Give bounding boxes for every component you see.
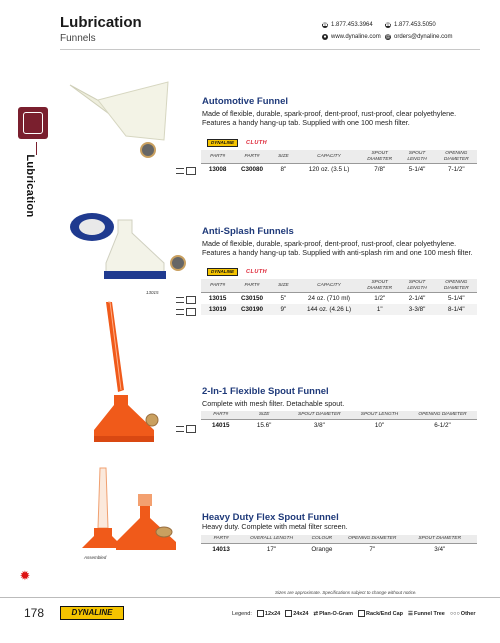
- section-description: Made of flexible, durable, spark-proof, dent-proof, rust-proof, clear polyethylene. Features a handy hang-up tab. Supplied with anti-splash rim and one 100 mesh filter.: [202, 239, 473, 257]
- spec-table: PART# PART# SIZE CAPACITY SPOUT DIAMETER SPOUT LENGTH OPENING DIAMETER 13008 C30080 8" 120 oz. (3.5 L) 7/8" 5-1/4" 7-1/2": [201, 150, 477, 175]
- planogram-icon: ⇄: [313, 610, 319, 617]
- footer-note: Sizes are approximate. Specifications subject to change without notice.: [275, 590, 417, 595]
- legend-label: Legend:: [232, 610, 252, 617]
- legend-item: ○○○ Other: [449, 610, 476, 617]
- phone-contact-2[interactable]: ☎ 1.877.453.5050: [385, 22, 436, 28]
- spec-table: PART# SIZE SPOUT DIAMETER SPOUT LENGTH OPENING DIAMETER 14015 15.6" 3/8" 10" 6-1/2": [201, 411, 477, 431]
- header-divider: [60, 49, 480, 50]
- rack-icon: [186, 167, 196, 175]
- page-number: 178: [24, 606, 45, 620]
- section-title: Automotive Funnel: [202, 96, 289, 107]
- footer-divider: [0, 597, 500, 598]
- section-title: Heavy Duty Flex Spout Funnel: [202, 512, 339, 523]
- legend-item: 24x24: [285, 610, 308, 617]
- heavy-duty-funnel-image: [80, 466, 180, 556]
- flexible-spout-funnel-image: [92, 300, 162, 448]
- legend-item: 12x24: [257, 610, 280, 617]
- rack-icon: [186, 296, 196, 304]
- email-link[interactable]: @ orders@dynaline.com: [385, 34, 453, 40]
- sidebar-label: Lubrication: [24, 154, 36, 218]
- rack-icon: [186, 308, 196, 316]
- table-row: 14015 15.6" 3/8" 10" 6-1/2": [212, 421, 451, 429]
- at-icon: @: [385, 34, 391, 40]
- square-icon: [257, 610, 264, 617]
- section-title: Anti-Splash Funnels: [202, 226, 294, 237]
- rack-icon: [358, 610, 365, 617]
- website-link[interactable]: ● www.dynaline.com: [323, 34, 381, 40]
- section-title: 2-In-1 Flexible Spout Funnel: [202, 386, 329, 397]
- automotive-funnel-image: [68, 80, 173, 160]
- page-subtitle: Funnels: [60, 33, 96, 44]
- maple-leaf-icon: ✹: [19, 568, 31, 583]
- funnel-tree-icon: ☰: [408, 610, 413, 617]
- funnel-tree-icon: [176, 426, 184, 432]
- brand-logos: [207, 139, 267, 147]
- table-row: 14013 17" Orange 7" 3/4": [212, 545, 446, 553]
- dynaline-logo: DYNALINE: [207, 268, 238, 276]
- anti-splash-funnel-image: [60, 205, 190, 285]
- page-title: Lubrication: [60, 14, 142, 31]
- square-icon: [285, 610, 292, 617]
- oil-can-icon: [18, 107, 48, 139]
- spec-table: PART# OVERALL LENGTH COLOUR OPENING DIAMETER SPOUT DIAMETER 14013 17" Orange 7" 3/4": [201, 535, 477, 555]
- funnel-tree-icon: [176, 309, 184, 315]
- product-icons: [176, 167, 196, 175]
- cluth-logo: CLUTH: [246, 269, 268, 275]
- image-caption: 13015: [146, 290, 159, 295]
- globe-icon: ●: [323, 34, 327, 40]
- product-icons: [176, 296, 196, 304]
- rack-icon: [186, 425, 196, 433]
- funnel-tree-icon: [176, 297, 184, 303]
- cluth-logo: CLUTH: [246, 140, 268, 146]
- phone-icon: ☎: [322, 22, 329, 28]
- table-row: 13008 C30080 8" 120 oz. (3.5 L) 7/8" 5-1/4" 7-1/2": [208, 166, 465, 174]
- product-icons: [176, 308, 196, 316]
- legend-item: ☰ Funnel Tree: [408, 610, 445, 617]
- table-row: 13015 C30150 5" 24 oz. (710 ml) 1/2" 2-1/4" 5-1/4": [208, 295, 465, 303]
- section-description: Complete with mesh filter. Detachable spout.: [202, 399, 345, 408]
- image-caption: Assembled: [84, 555, 107, 560]
- dynaline-logo: DYNALINE: [207, 139, 238, 147]
- funnel-tree-icon: [176, 168, 184, 174]
- section-description: Heavy duty. Complete with metal filter screen.: [202, 522, 348, 531]
- legend-item: ⇄ Plan-O-Gram: [313, 610, 354, 617]
- sidebar-divider: [36, 142, 37, 155]
- section-description: Made of flexible, durable, spark-proof, dent-proof, rust-proof, clear polyethylene. Features a handy hang-up tab. Supplied with one 100 mesh filter.: [202, 109, 457, 127]
- product-icons: [176, 425, 196, 433]
- brand-logos: [207, 268, 267, 276]
- spec-table: PART# PART# SIZE CAPACITY SPOUT DIAMETER SPOUT LENGTH OPENING DIAMETER 13015 C30150 5" 24 oz. (710 ml) 1/2" 2-1/4" 5-1/4" 13019 C30190 9" 144 oz. (4.26 L) 1" 3-3/8" 8-1/4": [201, 279, 477, 315]
- other-icon: ○○○: [449, 610, 460, 617]
- phone-contact-1[interactable]: ☎ 1.877.453.3964: [322, 22, 373, 28]
- table-row: 13019 C30190 9" 144 oz. (4.26 L) 1" 3-3/8" 8-1/4": [201, 304, 477, 315]
- dynaline-footer-logo: DYNALINE: [60, 606, 124, 620]
- legend-item: Rack/End Cap: [358, 610, 403, 617]
- legend: [232, 610, 475, 617]
- fax-icon: ☎: [385, 22, 392, 28]
